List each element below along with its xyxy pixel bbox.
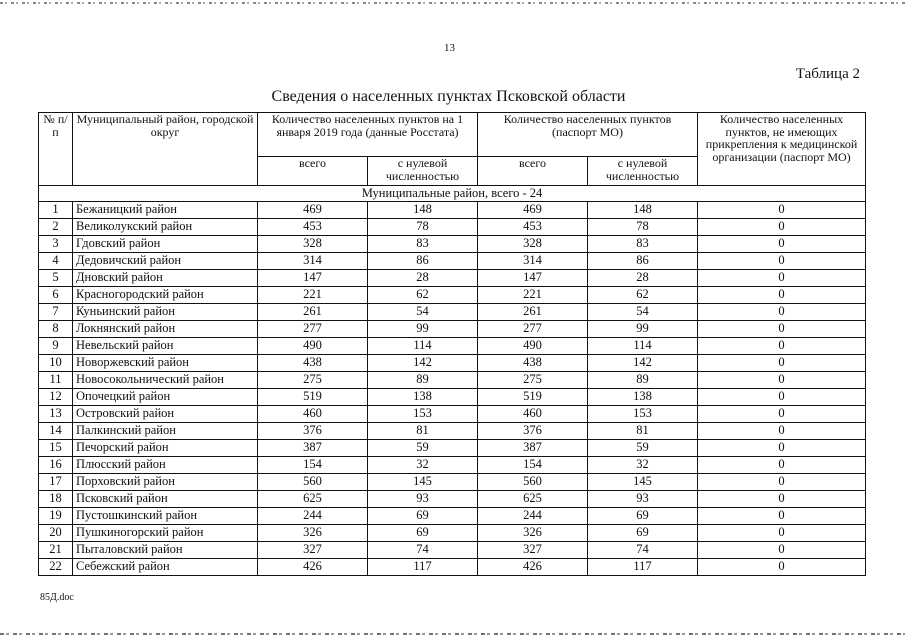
cell-passport-total: 438 (478, 355, 588, 372)
cell-passport-total: 327 (478, 542, 588, 559)
cell-rosstat-zero: 86 (368, 253, 478, 270)
table-row (39, 423, 866, 440)
cell-passport-zero: 148 (588, 202, 698, 219)
cell-rosstat-zero: 32 (368, 457, 478, 474)
cell-no-attachment: 0 (698, 406, 866, 423)
table-row (39, 355, 866, 372)
cell-rosstat-total: 154 (258, 457, 368, 474)
cell-num: 16 (39, 457, 73, 474)
cell-passport-total: 277 (478, 321, 588, 338)
cell-no-attachment: 0 (698, 474, 866, 491)
header-row-top (39, 113, 866, 157)
cell-rosstat-total: 426 (258, 559, 368, 576)
cell-num: 11 (39, 372, 73, 389)
cell-num: 12 (39, 389, 73, 406)
cell-district: Бежаницкий район (73, 202, 258, 219)
cell-no-attachment: 0 (698, 542, 866, 559)
cell-district: Пустошкинский район (73, 508, 258, 525)
cell-passport-total: 625 (478, 491, 588, 508)
header-rosstat: Количество населенных пунктов на 1 января 2019 года (данные Росстата) (258, 113, 478, 157)
cell-passport-total: 453 (478, 219, 588, 236)
cell-district: Порховский район (73, 474, 258, 491)
cell-passport-total: 221 (478, 287, 588, 304)
cell-num: 21 (39, 542, 73, 559)
cell-passport-zero: 117 (588, 559, 698, 576)
cell-no-attachment: 0 (698, 219, 866, 236)
cell-no-attachment: 0 (698, 389, 866, 406)
cell-rosstat-zero: 59 (368, 440, 478, 457)
cell-rosstat-zero: 54 (368, 304, 478, 321)
cell-district: Пушкиногорский район (73, 525, 258, 542)
cell-passport-zero: 83 (588, 236, 698, 253)
cell-rosstat-total: 147 (258, 270, 368, 287)
cell-passport-total: 328 (478, 236, 588, 253)
cell-rosstat-total: 221 (258, 287, 368, 304)
cell-num: 5 (39, 270, 73, 287)
cell-no-attachment: 0 (698, 508, 866, 525)
cell-rosstat-total: 261 (258, 304, 368, 321)
cell-passport-total: 519 (478, 389, 588, 406)
cell-num: 6 (39, 287, 73, 304)
cell-rosstat-zero: 69 (368, 508, 478, 525)
table-row (39, 338, 866, 355)
table-row (39, 440, 866, 457)
table-row (39, 542, 866, 559)
cell-num: 18 (39, 491, 73, 508)
table-row (39, 372, 866, 389)
header-no-attachment: Количество населенных пунктов, не имеющих прикрепления к медицинской организации (паспорт МО) (698, 113, 866, 186)
cell-passport-total: 560 (478, 474, 588, 491)
cell-passport-zero: 32 (588, 457, 698, 474)
cell-rosstat-total: 275 (258, 372, 368, 389)
cell-passport-total: 275 (478, 372, 588, 389)
cell-rosstat-zero: 99 (368, 321, 478, 338)
table-row (39, 406, 866, 423)
cell-num: 17 (39, 474, 73, 491)
cell-rosstat-zero: 93 (368, 491, 478, 508)
cell-passport-total: 244 (478, 508, 588, 525)
cell-passport-zero: 138 (588, 389, 698, 406)
cell-no-attachment: 0 (698, 355, 866, 372)
cell-passport-zero: 62 (588, 287, 698, 304)
cell-rosstat-zero: 74 (368, 542, 478, 559)
cell-passport-zero: 78 (588, 219, 698, 236)
cell-rosstat-total: 327 (258, 542, 368, 559)
cell-passport-total: 490 (478, 338, 588, 355)
cell-rosstat-zero: 81 (368, 423, 478, 440)
cell-rosstat-zero: 114 (368, 338, 478, 355)
cell-district: Гдовский район (73, 236, 258, 253)
cell-district: Дновский район (73, 270, 258, 287)
cell-passport-total: 147 (478, 270, 588, 287)
table-row (39, 559, 866, 576)
file-name: 85Д.doc (40, 592, 74, 603)
cell-passport-zero: 145 (588, 474, 698, 491)
section-row (39, 186, 866, 202)
cell-rosstat-zero: 78 (368, 219, 478, 236)
cell-district: Невельский район (73, 338, 258, 355)
cell-district: Себежский район (73, 559, 258, 576)
cell-district: Красногородский район (73, 287, 258, 304)
cell-no-attachment: 0 (698, 287, 866, 304)
cell-rosstat-total: 328 (258, 236, 368, 253)
cell-passport-zero: 86 (588, 253, 698, 270)
table-row (39, 287, 866, 304)
cell-passport-zero: 74 (588, 542, 698, 559)
cell-passport-zero: 69 (588, 525, 698, 542)
header-district: Муниципальный район, городской округ (73, 113, 258, 186)
cell-passport-zero: 69 (588, 508, 698, 525)
cell-num: 7 (39, 304, 73, 321)
cell-rosstat-zero: 138 (368, 389, 478, 406)
cell-district: Палкинский район (73, 423, 258, 440)
cell-district: Великолукский район (73, 219, 258, 236)
cell-rosstat-zero: 89 (368, 372, 478, 389)
cell-passport-zero: 89 (588, 372, 698, 389)
cell-rosstat-zero: 117 (368, 559, 478, 576)
cell-district: Плюсский район (73, 457, 258, 474)
table-row (39, 304, 866, 321)
page-number: 13 (444, 42, 455, 54)
cell-rosstat-total: 560 (258, 474, 368, 491)
cell-no-attachment: 0 (698, 491, 866, 508)
cell-rosstat-total: 453 (258, 219, 368, 236)
cell-no-attachment: 0 (698, 202, 866, 219)
cell-rosstat-zero: 148 (368, 202, 478, 219)
cell-passport-zero: 59 (588, 440, 698, 457)
cell-passport-zero: 153 (588, 406, 698, 423)
cell-no-attachment: 0 (698, 525, 866, 542)
cell-rosstat-total: 469 (258, 202, 368, 219)
cell-passport-zero: 99 (588, 321, 698, 338)
settlements-table (38, 112, 866, 576)
cell-rosstat-total: 314 (258, 253, 368, 270)
scan-edge-bottom (0, 633, 905, 635)
cell-district: Псковский район (73, 491, 258, 508)
cell-no-attachment: 0 (698, 338, 866, 355)
cell-num: 2 (39, 219, 73, 236)
table-row (39, 321, 866, 338)
cell-rosstat-zero: 69 (368, 525, 478, 542)
cell-no-attachment: 0 (698, 372, 866, 389)
cell-rosstat-total: 490 (258, 338, 368, 355)
cell-num: 1 (39, 202, 73, 219)
cell-rosstat-zero: 145 (368, 474, 478, 491)
header-rosstat-total: всего (258, 157, 368, 186)
cell-num: 3 (39, 236, 73, 253)
cell-passport-total: 326 (478, 525, 588, 542)
cell-no-attachment: 0 (698, 440, 866, 457)
cell-passport-zero: 142 (588, 355, 698, 372)
cell-district: Печорский район (73, 440, 258, 457)
cell-no-attachment: 0 (698, 321, 866, 338)
cell-no-attachment: 0 (698, 236, 866, 253)
cell-num: 15 (39, 440, 73, 457)
cell-num: 20 (39, 525, 73, 542)
table-label: Таблица 2 (795, 66, 860, 82)
table-row (39, 457, 866, 474)
cell-rosstat-zero: 62 (368, 287, 478, 304)
header-passport: Количество населенных пунктов (паспорт МО) (478, 113, 698, 157)
cell-passport-total: 261 (478, 304, 588, 321)
document-title: Сведения о населенных пунктах Псковской области (271, 88, 626, 105)
cell-rosstat-total: 387 (258, 440, 368, 457)
cell-rosstat-zero: 153 (368, 406, 478, 423)
table-row (39, 202, 866, 219)
cell-district: Опочецкий район (73, 389, 258, 406)
cell-district: Островский район (73, 406, 258, 423)
cell-district: Новоржевский район (73, 355, 258, 372)
cell-passport-total: 376 (478, 423, 588, 440)
cell-rosstat-total: 438 (258, 355, 368, 372)
cell-rosstat-total: 519 (258, 389, 368, 406)
cell-num: 14 (39, 423, 73, 440)
table-row (39, 525, 866, 542)
cell-rosstat-zero: 83 (368, 236, 478, 253)
cell-no-attachment: 0 (698, 559, 866, 576)
table-row (39, 491, 866, 508)
cell-passport-total: 460 (478, 406, 588, 423)
header-passport-zero: с нулевой численностью (588, 157, 698, 186)
header-rosstat-zero: с нулевой численностью (368, 157, 478, 186)
cell-num: 4 (39, 253, 73, 270)
scan-edge-top (0, 2, 905, 4)
header-num: № п/п (39, 113, 73, 186)
header-passport-total: всего (478, 157, 588, 186)
cell-num: 19 (39, 508, 73, 525)
cell-num: 8 (39, 321, 73, 338)
cell-num: 22 (39, 559, 73, 576)
cell-rosstat-total: 244 (258, 508, 368, 525)
cell-district: Локнянский район (73, 321, 258, 338)
cell-passport-total: 426 (478, 559, 588, 576)
table-row (39, 236, 866, 253)
cell-passport-zero: 93 (588, 491, 698, 508)
cell-passport-total: 469 (478, 202, 588, 219)
cell-num: 9 (39, 338, 73, 355)
cell-district: Пыталовский район (73, 542, 258, 559)
cell-passport-zero: 28 (588, 270, 698, 287)
cell-rosstat-total: 326 (258, 525, 368, 542)
cell-rosstat-zero: 142 (368, 355, 478, 372)
cell-num: 10 (39, 355, 73, 372)
table-row (39, 270, 866, 287)
cell-rosstat-total: 625 (258, 491, 368, 508)
cell-no-attachment: 0 (698, 304, 866, 321)
cell-passport-total: 154 (478, 457, 588, 474)
cell-passport-zero: 54 (588, 304, 698, 321)
cell-no-attachment: 0 (698, 270, 866, 287)
table-row (39, 253, 866, 270)
cell-no-attachment: 0 (698, 253, 866, 270)
cell-no-attachment: 0 (698, 457, 866, 474)
cell-rosstat-total: 460 (258, 406, 368, 423)
cell-rosstat-zero: 28 (368, 270, 478, 287)
cell-rosstat-total: 277 (258, 321, 368, 338)
table-row (39, 508, 866, 525)
cell-district: Куньинский район (73, 304, 258, 321)
cell-district: Дедовичский район (73, 253, 258, 270)
cell-passport-zero: 81 (588, 423, 698, 440)
table-row (39, 219, 866, 236)
cell-num: 13 (39, 406, 73, 423)
table-row (39, 389, 866, 406)
cell-passport-total: 387 (478, 440, 588, 457)
table-row (39, 474, 866, 491)
section-label: Муниципальные район, всего - 24 (39, 186, 866, 202)
cell-no-attachment: 0 (698, 423, 866, 440)
cell-rosstat-total: 376 (258, 423, 368, 440)
cell-district: Новосокольнический район (73, 372, 258, 389)
cell-passport-total: 314 (478, 253, 588, 270)
cell-passport-zero: 114 (588, 338, 698, 355)
